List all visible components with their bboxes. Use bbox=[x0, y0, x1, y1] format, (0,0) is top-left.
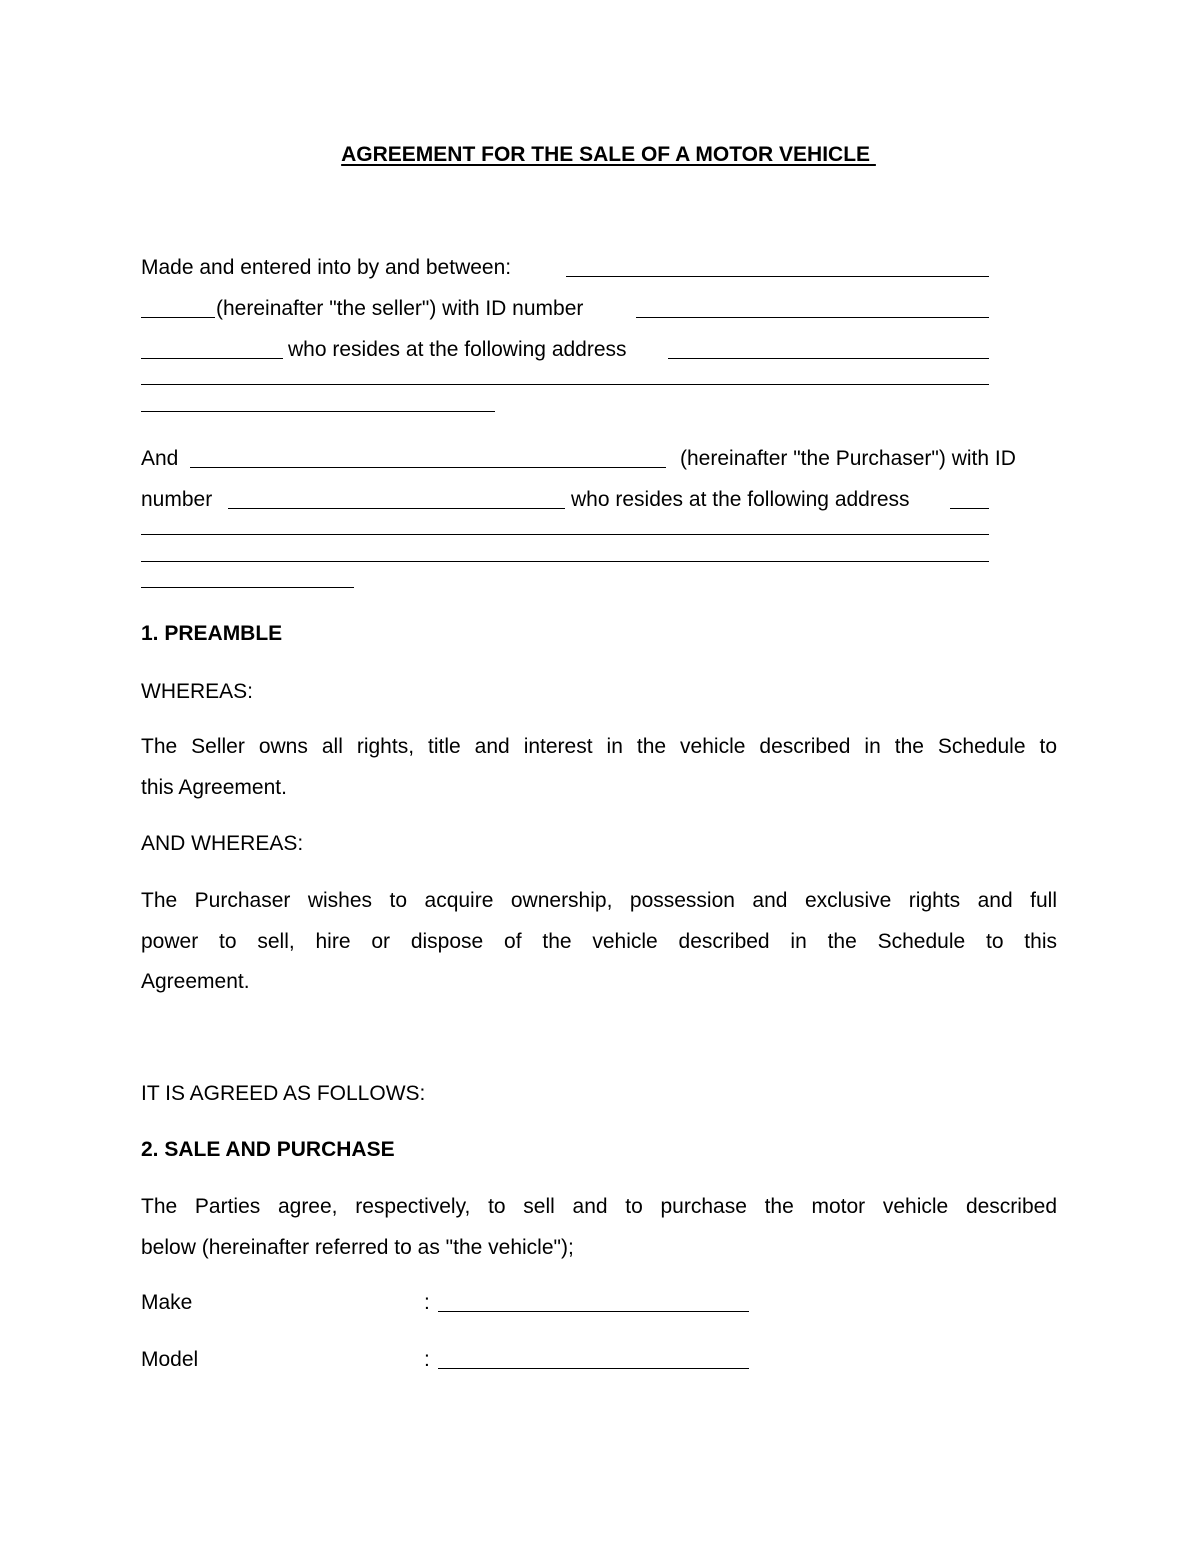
purchaser-address-blank[interactable] bbox=[950, 508, 989, 509]
and-label: And bbox=[141, 447, 179, 470]
sale-para-line-1: The Parties agree, respectively, to sell and to purchase the motor vehicle described bbox=[141, 1195, 1057, 1218]
seller-id-blank-continued[interactable] bbox=[141, 358, 283, 359]
seller-address-blank-line-3[interactable] bbox=[141, 411, 495, 412]
model-blank[interactable] bbox=[438, 1368, 749, 1369]
seller-address-blank[interactable] bbox=[668, 358, 989, 359]
seller-address-blank-line-2[interactable] bbox=[141, 384, 989, 385]
purchaser-number-label: number bbox=[141, 488, 213, 511]
purchaser-address-blank-line-2[interactable] bbox=[141, 534, 989, 535]
make-separator: : bbox=[424, 1291, 430, 1314]
make-label: Make bbox=[141, 1291, 193, 1314]
parties-intro: Made and entered into by and between: bbox=[141, 256, 512, 279]
seller-address-label: who resides at the following address bbox=[288, 338, 627, 361]
purchaser-id-blank[interactable] bbox=[228, 508, 565, 509]
model-separator: : bbox=[424, 1348, 430, 1371]
preamble-para-2-line-1: The Purchaser wishes to acquire ownership, possession and exclusive rights and full bbox=[141, 889, 1057, 912]
seller-id-blank[interactable] bbox=[636, 317, 989, 318]
purchaser-address-blank-line-3[interactable] bbox=[141, 561, 989, 562]
preamble-para-1-line-1: The Seller owns all rights, title and interest in the vehicle described in the Schedule to bbox=[141, 735, 1057, 758]
sale-para-line-2: below (hereinafter referred to as "the vehicle"); bbox=[141, 1236, 574, 1259]
seller-name-blank-continued[interactable] bbox=[141, 317, 215, 318]
purchaser-label: (hereinafter "the Purchaser") with ID bbox=[680, 447, 1016, 470]
section-2-heading: 2. SALE AND PURCHASE bbox=[141, 1138, 395, 1161]
seller-name-blank[interactable] bbox=[566, 276, 989, 277]
seller-label: (hereinafter "the seller") with ID number bbox=[216, 297, 584, 320]
purchaser-address-blank-line-4[interactable] bbox=[141, 587, 354, 588]
preamble-para-2-line-2: power to sell, hire or dispose of the vehicle described in the Schedule to this bbox=[141, 930, 1057, 953]
preamble-para-2-line-3: Agreement. bbox=[141, 970, 250, 993]
agreed-statement: IT IS AGREED AS FOLLOWS: bbox=[141, 1082, 426, 1105]
and-whereas-label: AND WHEREAS: bbox=[141, 832, 304, 855]
whereas-label: WHEREAS: bbox=[141, 680, 254, 703]
purchaser-name-blank[interactable] bbox=[190, 467, 666, 468]
preamble-para-1-line-2: this Agreement. bbox=[141, 776, 287, 799]
model-label: Model bbox=[141, 1348, 199, 1371]
document-title: AGREEMENT FOR THE SALE OF A MOTOR VEHICLE bbox=[341, 143, 876, 166]
purchaser-address-label: who resides at the following address bbox=[571, 488, 910, 511]
make-blank[interactable] bbox=[438, 1311, 749, 1312]
section-1-heading: 1. PREAMBLE bbox=[141, 622, 283, 645]
